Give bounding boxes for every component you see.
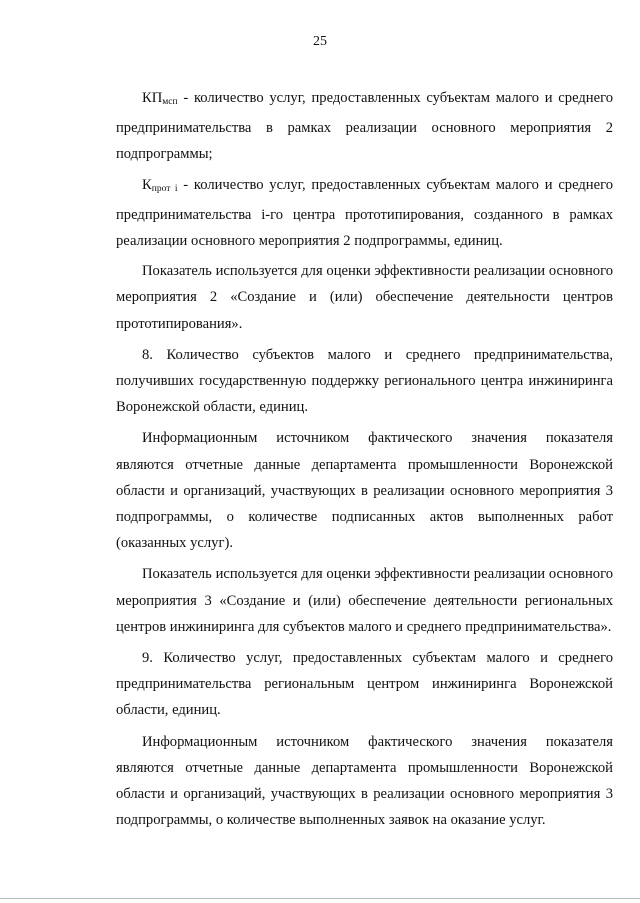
formula-symbol: КП: [142, 90, 163, 106]
definition-text: - количество услуг, предоставленных субъектам малого и среднего предпринимательства i-го центра прототипирования, созданного в рамках реализации основного мероприятия 2 подпрограммы, единиц.: [116, 176, 614, 250]
paragraph-info-source-8: Информационным источником фактического значения показателя являются отчетные данные департамента промышленности Воронежской области и организаций, участвующих в реализации основного мероприятия 3 подпрограммы, о количестве подписанных актов выполненных работ (оказанных услуг).: [116, 430, 613, 552]
paragraph-indicator-usage-3: Показатель используется для оценки эффективности реализации основного мероприятия 3 «Создание и (или) обеспечение деятельности региональных центров инжиниринга для субъектов малого и среднего предпринимательства».: [116, 566, 613, 635]
body-text: [116, 85, 613, 833]
paragraph-item-9: 9. Количество услуг, предоставленных субъектам малого и среднего предпринимательства региональным центром инжиниринга Воронежской области, единиц.: [116, 650, 613, 719]
formula-subscript: прот i: [151, 183, 178, 194]
bottom-edge-line: [0, 898, 640, 899]
paragraph-k-prot-definition: [116, 172, 613, 255]
paragraph-kp-msp-definition: [116, 85, 613, 168]
paragraph-info-source-9: Информационным источником фактического значения показателя являются отчетные данные департамента промышленности Воронежской области и организаций, участвующих в реализации основного мероприятия 3 подпрограммы, о количестве выполненных заявок на оказание услуг.: [116, 733, 613, 829]
formula-symbol: К: [142, 176, 152, 193]
paragraph-indicator-usage-2: Показатель используется для оценки эффективности реализации основного мероприятия 2 «Создание и (или) обеспечение деятельности центров прототипирования».: [116, 263, 613, 332]
formula-subscript: мсп: [162, 97, 178, 107]
definition-text: - количество услуг, предоставленных субъектам малого и среднего предпринимательства в рамках реализации основного мероприятия 2 подпрограммы;: [116, 90, 613, 163]
paragraph-item-8: 8. Количество субъектов малого и среднего предпринимательства, получивших государственную поддержку регионального центра инжиниринга Воронежской области, единиц.: [116, 346, 613, 416]
page-number: 25: [313, 34, 327, 49]
